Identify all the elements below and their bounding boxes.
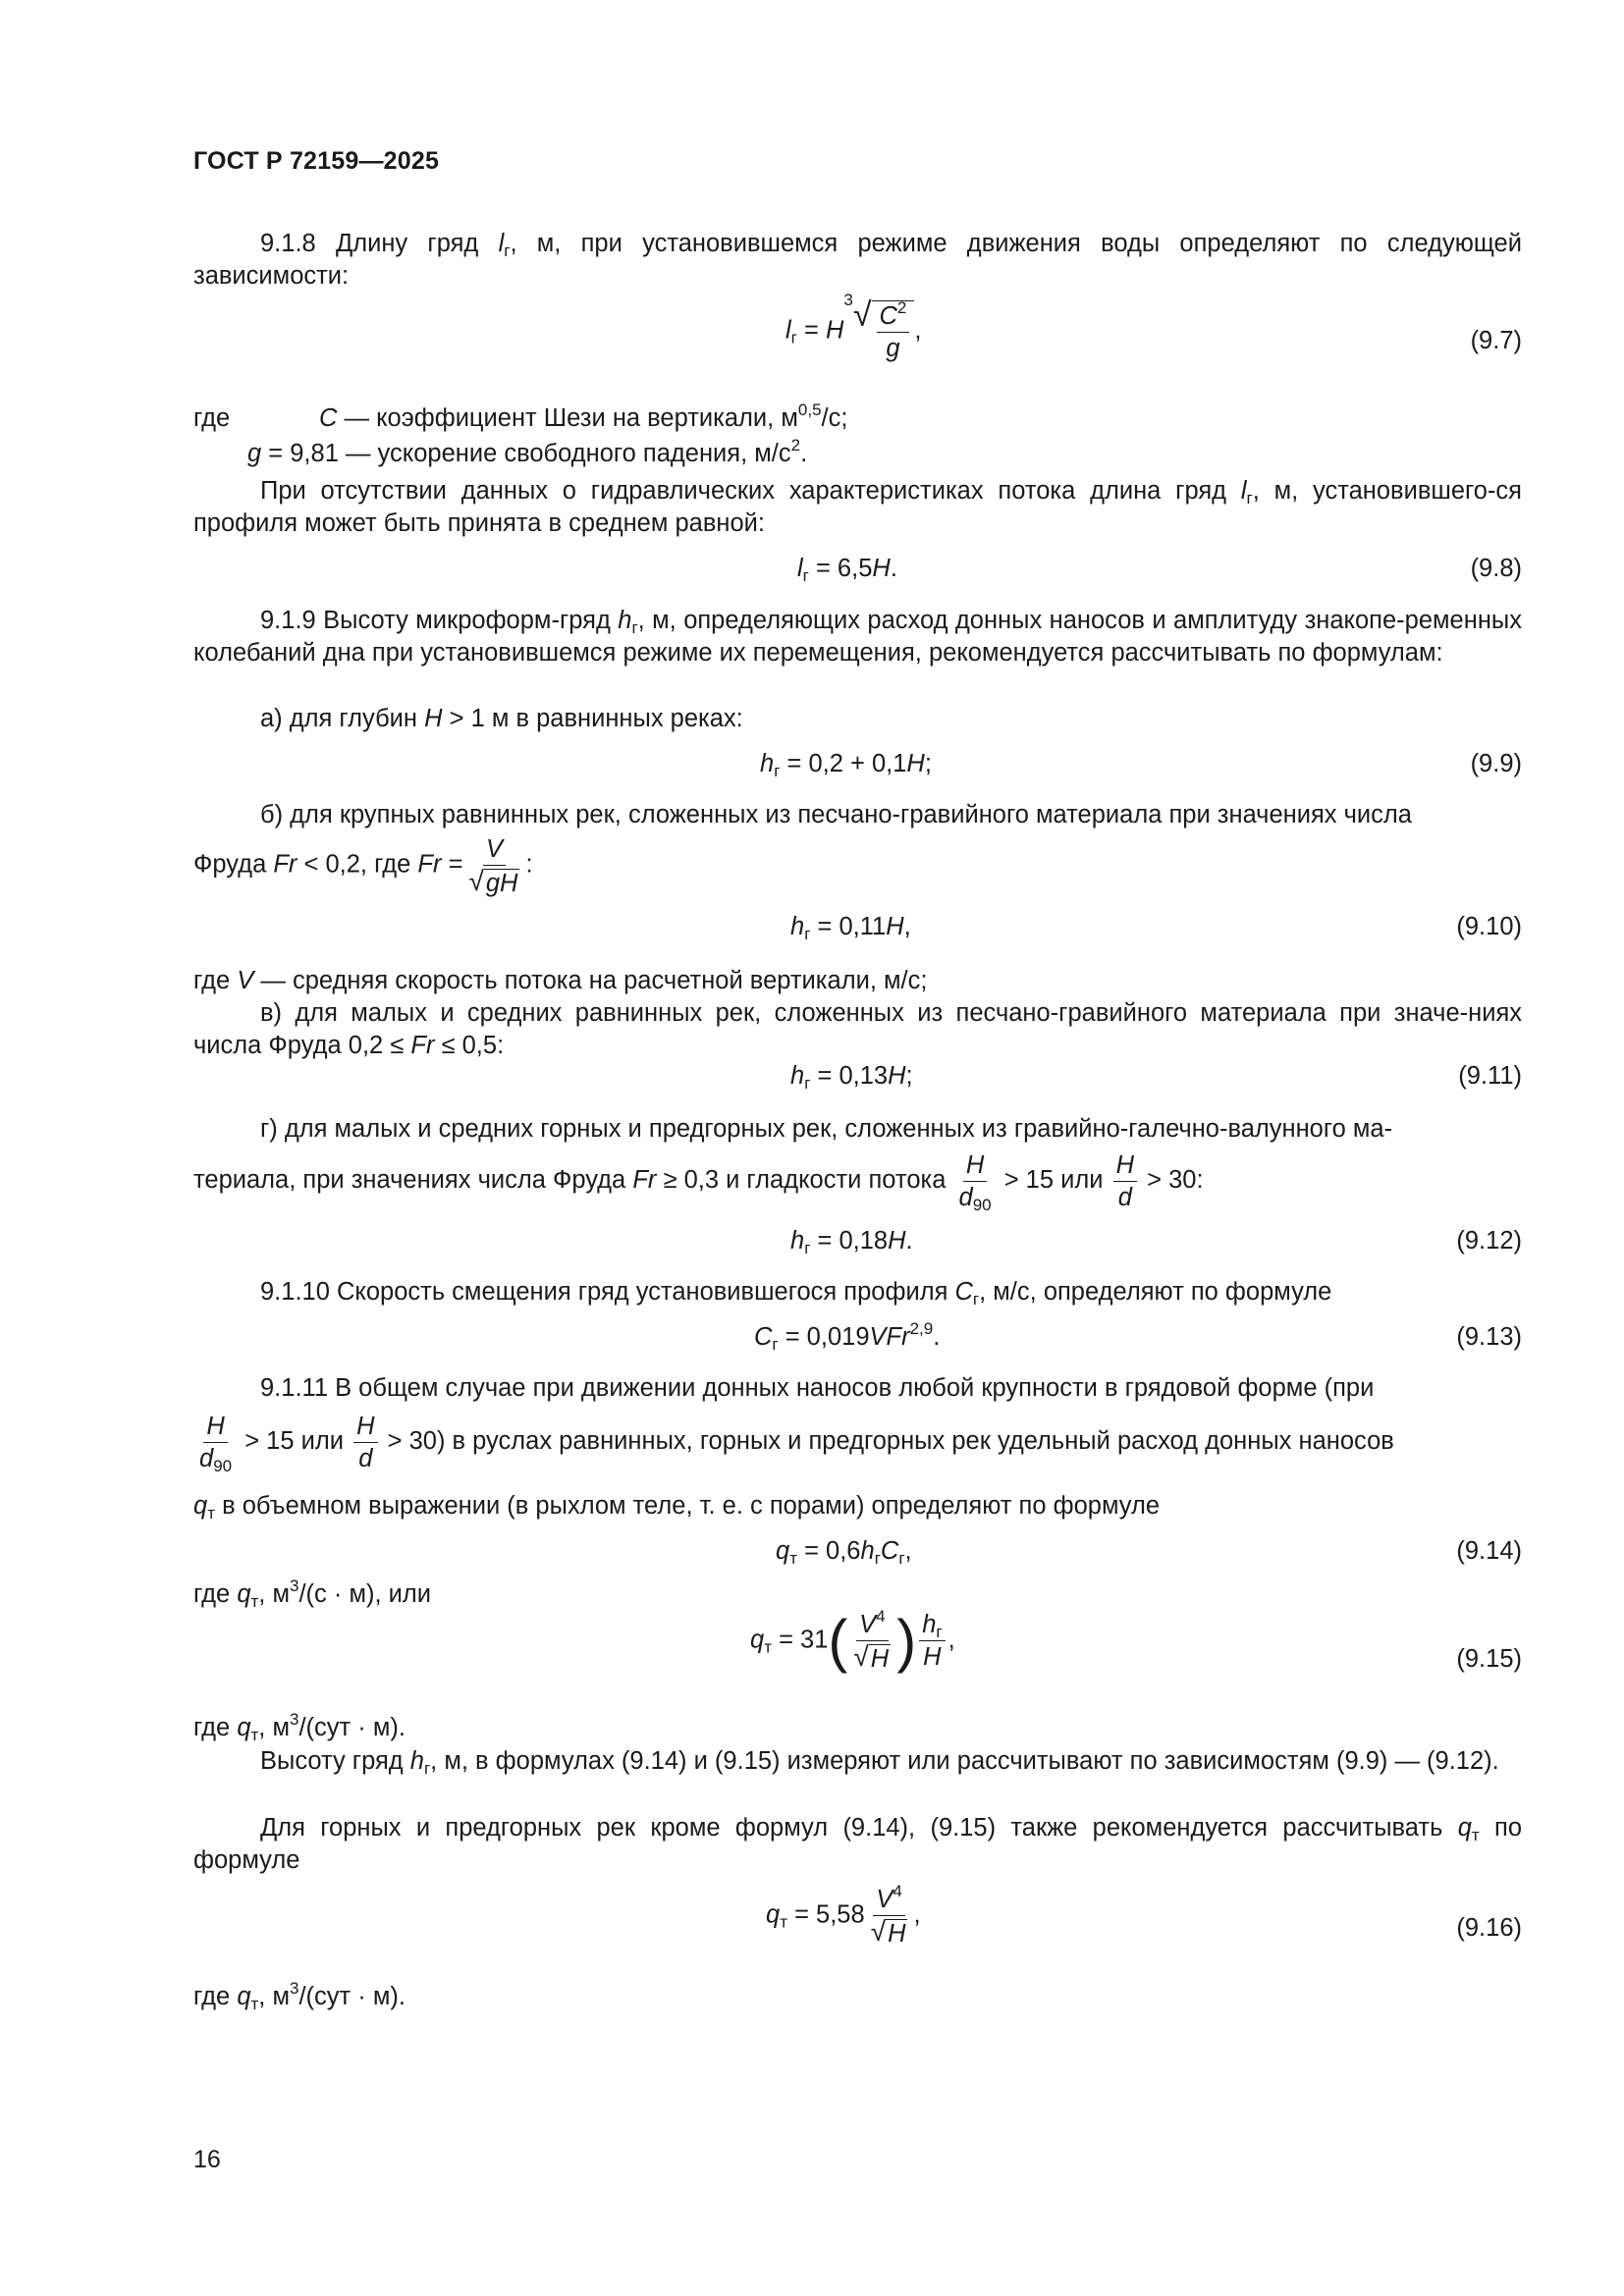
text-fragment: 9.1.10 Скорость смещения гряд установившегося профиля [260,1278,955,1306]
text-fragment: = 9,81 — ускорение свободного падения, м/с [261,440,791,467]
text-fragment: > 1 м в равнинных реках: [442,705,743,732]
text-fragment: l [785,316,791,345]
text-fragment: 0,5 [797,400,822,419]
where-v-definition [193,965,927,997]
text-fragment: V [859,1611,877,1638]
text-fragment: в) для малых и средних равнинных рек, сложенных из песчано-гравийного материала при значе-ниях числа Фруда 0,2 ≤ [193,999,1522,1059]
text-fragment: = 0,2 + 0,1 [780,750,907,777]
text-fragment [417,834,525,897]
text-fragment: /(с · м), или [298,1580,432,1608]
text-fragment: q [776,1537,790,1565]
text-fragment [468,865,519,897]
paragraph-height [193,1745,1522,1778]
text-fragment: q [766,1900,781,1929]
text-fragment: Для горных и предгорных рек кроме формул (9.14), (9.15) также рекомендуется рассчитывать [260,1814,1458,1842]
text-fragment [484,869,520,897]
text-fragment: q [237,1714,251,1741]
text-fragment: : [525,850,533,879]
text-fragment [919,1610,945,1672]
text-fragment: l [797,555,803,582]
text-fragment [1113,1150,1137,1182]
text-fragment: г [504,241,511,260]
text-fragment [1113,1150,1137,1212]
text-fragment: H [923,1643,942,1672]
text-fragment: V [869,1323,887,1351]
text-fragment: где [193,1983,238,2010]
text-fragment [963,1150,987,1182]
text-fragment: 3 [843,291,853,309]
text-fragment [483,834,506,866]
text-fragment: г [804,1239,811,1257]
text-fragment [873,1882,904,1916]
text-fragment: h [790,913,805,940]
equation-number-9-13: (9.13) [1456,1323,1522,1351]
text-fragment [353,1412,377,1443]
item-g-line1: г) для малых и средних горных и предгорных рек, сложенных из гравийно-галечно-валунного ма- [260,1115,1393,1143]
text-fragment: C [880,1537,899,1565]
text-fragment: d [1117,1184,1132,1211]
text-fragment [886,1919,907,1948]
equation-number-9-9: (9.9) [1470,750,1522,777]
where-q-definition-3 [193,1981,406,2013]
equation-number-9-16: (9.16) [1456,1914,1522,1942]
text-fragment: l [498,230,505,257]
text-fragment: = 6,5 [808,555,873,582]
text-fragment: q [237,1580,251,1608]
text-fragment: > 30 [380,1427,437,1456]
where-q-definition-2 [193,1712,406,1744]
text-fragment: , м, в формулах (9.14) и (9.15) измеряют или рассчитывают по зависимостям (9.9) — (9.12). [430,1747,1499,1775]
text-fragment [920,1641,944,1672]
text-fragment: ( [828,1607,848,1674]
equation-9-11 [790,1062,913,1091]
text-fragment: > 15 [997,1166,1055,1195]
paragraph-9-1-11-line2 [193,1412,1394,1473]
text-fragment: H [1115,1151,1135,1179]
text-fragment: . [890,555,897,582]
text-fragment: — коэффициент Шези на вертикали, м [337,404,798,432]
text-fragment: V [876,1886,893,1913]
text-fragment: h [409,1747,424,1775]
text-fragment: √ [870,1915,887,1947]
text-fragment [196,1443,235,1473]
text-fragment: H [888,1227,906,1255]
text-fragment: h [618,607,632,634]
text-fragment: q [1457,1814,1472,1842]
text-fragment: = [796,316,826,345]
text-fragment [203,1412,227,1443]
text-fragment: , м [258,1983,290,2010]
text-fragment: г [802,566,809,585]
text-fragment: . [933,1323,941,1351]
text-fragment: г [804,925,811,943]
text-fragment [465,834,522,897]
text-fragment: l [1240,477,1247,505]
text-fragment [956,1150,995,1212]
text-fragment: г [874,1549,881,1568]
equation-9-7 [785,291,922,363]
text-fragment: по формуле [193,1814,1522,1874]
text-fragment: H [870,1644,890,1673]
text-fragment: d [358,1445,373,1472]
text-fragment: < 0,2, где [297,850,418,879]
text-fragment: , м [258,1580,290,1608]
text-fragment: /(сут · м). [298,1714,406,1741]
text-fragment: , [914,316,922,345]
where-label: где [193,404,231,432]
paragraph-9-1-10 [260,1276,1331,1308]
text-fragment: > 15 [238,1427,295,1456]
text-fragment: г [774,762,781,780]
text-fragment: = 5,58 [786,1900,865,1929]
text-fragment [1115,1182,1135,1212]
text-fragment: , [947,1626,955,1654]
equation-9-13 [754,1319,941,1354]
text-fragment: 90 [213,1457,233,1475]
text-fragment: h [790,1227,805,1255]
text-fragment: = [441,850,463,879]
equation-number-9-8: (9.8) [1470,555,1522,582]
text-fragment: 4 [876,1607,886,1626]
text-fragment: q [193,1492,208,1520]
text-fragment: H [886,913,904,940]
text-fragment: h [790,1062,805,1090]
text-fragment: h [760,750,775,777]
text-fragment: g [247,440,262,467]
document-header: ГОСТ Р 72159—2025 [193,147,440,175]
text-fragment: т [780,1912,787,1932]
text-fragment: √ [853,1640,869,1672]
where-q-definition-1 [193,1578,431,1611]
item-b-line2 [193,834,533,897]
text-fragment: Fr [886,1323,910,1351]
text-fragment: г [936,1623,943,1642]
text-fragment: /с; [821,404,848,432]
text-fragment: г [1246,489,1253,507]
text-fragment: C [954,1278,973,1306]
text-fragment: 2 [790,436,801,454]
text-fragment: где [193,1714,238,1741]
paragraph-mountain [193,1812,1522,1877]
text-fragment: h [922,1611,937,1639]
equation-number-9-14: (9.14) [1456,1537,1522,1565]
text-fragment: 90 [972,1196,992,1214]
text-fragment: , [903,913,911,940]
text-fragment: . [905,1227,913,1255]
text-fragment: 2 [896,298,907,317]
where-g-definition [247,438,807,470]
text-fragment: , м, определяющих расход донных наносов и амплитуду знакопе-ременных колебаний дна при установившемся режиме их перемещения, рекомендуется рассчитывать по формулам: [193,607,1522,667]
text-fragment: = 0,18 [810,1227,889,1255]
text-fragment: Fr [410,1032,435,1059]
text-fragment: где [193,1580,238,1608]
equation-number-9-12: (9.12) [1456,1227,1522,1255]
equation-number-9-11: (9.11) [1458,1062,1522,1090]
text-fragment: 3 [290,1576,299,1595]
text-fragment: или [1054,1166,1110,1195]
equation-9-14 [776,1537,912,1566]
text-fragment: 3 [290,1710,299,1729]
text-fragment: г [790,328,797,347]
text-fragment: — средняя скорость потока на расчетной вертикали, м/с; [253,967,928,994]
text-fragment: H [888,1062,906,1090]
text-fragment: 9.1.8 Длину гряд [260,230,499,257]
item-g-line2 [193,1150,1204,1212]
text-fragment: т [1471,1826,1480,1844]
text-fragment: г [423,1759,431,1778]
text-fragment: H [888,1919,906,1948]
text-fragment: V [237,967,254,994]
text-fragment [355,1443,375,1473]
text-fragment: gH [485,869,518,897]
text-fragment: т [250,1592,259,1611]
text-fragment [870,1915,908,1948]
text-fragment: H [206,1413,225,1440]
paragraph-9-1-8 [193,228,1522,293]
text-fragment: , [913,1900,921,1929]
text-fragment [856,1607,888,1641]
text-fragment: H [965,1151,985,1179]
equation-number-9-15: (9.15) [1456,1645,1522,1673]
text-fragment [465,866,522,897]
text-fragment: т [764,1637,772,1657]
text-fragment: т [250,1726,259,1744]
equation-9-15 [750,1607,955,1674]
equation-9-12 [790,1227,913,1255]
text-fragment: териала, при значениях числа Фруда [193,1166,633,1195]
text-fragment: √ [468,865,484,896]
text-fragment [196,1412,235,1473]
equation-number-9-7: (9.7) [1470,327,1522,354]
page-number: 16 [193,2146,221,2173]
text-fragment: H [872,555,891,582]
text-fragment [843,291,914,363]
text-fragment [868,1916,911,1948]
text-fragment [850,1607,893,1673]
text-fragment: г [898,1549,905,1568]
paragraph-9-1-11-line3 [193,1490,1160,1522]
text-fragment: q [237,1983,251,2010]
text-fragment: Фруда [193,850,274,879]
equation-9-16 [766,1882,921,1948]
text-fragment: г [772,1335,779,1354]
text-fragment: в объемном выражении (в рыхлом теле, т. е. с порами) определяют по формуле [214,1492,1161,1520]
text-fragment [872,300,915,363]
text-fragment: т [207,1504,215,1522]
text-fragment: ; [924,750,932,777]
text-fragment: где [193,967,238,994]
text-fragment: , м [258,1714,290,1741]
text-fragment: 9.1.9 Высоту микроформ-гряд [260,607,619,634]
text-fragment [868,1882,911,1948]
text-fragment: = 0,13 [810,1062,889,1090]
text-fragment: ≥ 0,3 и гладкости потока [656,1166,947,1195]
text-fragment: г [972,1290,980,1308]
text-fragment: , м, при установившемся режиме движения воды определяют по следующей зависимости: [193,230,1522,290]
text-fragment: ≤ 0,5: [434,1032,505,1059]
text-fragment [850,1641,893,1673]
text-fragment: H [825,316,844,345]
text-fragment: . [800,440,808,467]
text-fragment: , [904,1537,912,1565]
text-fragment [353,1412,377,1473]
paragraph-absent-data [193,475,1522,540]
item-b-line1: б) для крупных равнинных рек, сложенных из песчано-гравийного материала при значениях числа [260,801,1412,828]
text-fragment: d [199,1445,214,1472]
text-fragment: Fr [417,850,442,879]
text-fragment: ) в руслах равнинных, горных и предгорных рек удельный расход донных наносов [436,1427,1394,1456]
text-fragment: т [789,1549,797,1568]
item-a [260,703,743,735]
where-c-definition [319,402,847,435]
text-fragment: h [860,1537,875,1565]
text-fragment: H [906,750,925,777]
text-fragment: При отсутствии данных о гидравлических характеристиках потока длина гряд [260,477,1241,505]
equation-9-10 [790,913,911,941]
text-fragment [883,333,902,363]
text-fragment: = 0,019 [778,1323,870,1351]
text-fragment: H [424,705,443,732]
equation-number-9-10: (9.10) [1456,913,1522,940]
text-fragment: или [294,1427,352,1456]
text-fragment: q [750,1626,765,1654]
text-fragment: V [485,835,503,863]
text-fragment: Fr [273,850,298,879]
text-fragment: т [250,1995,259,2013]
text-fragment: Fr [632,1166,657,1195]
paragraph-9-1-9 [193,605,1522,669]
text-fragment [956,1182,995,1212]
text-fragment: d [958,1184,973,1211]
text-fragment: , м/с, определяют по формуле [979,1278,1332,1306]
text-fragment: /(сут · м). [298,1983,406,2010]
text-fragment: 3 [290,1979,299,1998]
text-fragment: = 0,11 [810,913,887,940]
text-fragment: √ [852,296,872,334]
text-fragment [869,1644,891,1673]
text-fragment: C [754,1323,773,1351]
text-fragment: а) для глубин [260,705,425,732]
item-v [193,997,1522,1062]
text-fragment: , м, установившего-ся профиля может быть принята в среднем равной: [193,477,1522,537]
paragraph-9-1-11-line1: 9.1.11 В общем случае при движении донных наносов любой крупности в грядовой форме (при [260,1374,1375,1402]
text-fragment: > 30 [1140,1166,1197,1195]
text-fragment: г [804,1074,811,1093]
text-fragment: : [1196,1166,1204,1195]
text-fragment: 2,9 [909,1319,934,1338]
text-fragment: 4 [893,1882,902,1900]
text-fragment [853,1640,891,1673]
text-fragment: Высоту гряд [260,1747,410,1775]
text-fragment: H [356,1413,375,1440]
text-fragment [919,1610,945,1641]
text-fragment: = 0,6 [796,1537,861,1565]
text-fragment [877,298,910,363]
text-fragment: г [631,618,638,637]
equation-9-8 [797,555,897,583]
text-fragment: ; [905,1062,913,1090]
text-fragment: C [319,404,338,432]
text-fragment [877,298,910,333]
text-fragment: g [886,335,900,362]
text-fragment: C [879,302,897,330]
equation-9-9 [760,750,932,778]
text-fragment: = 31 [771,1626,829,1654]
text-fragment: ) [896,1607,917,1674]
